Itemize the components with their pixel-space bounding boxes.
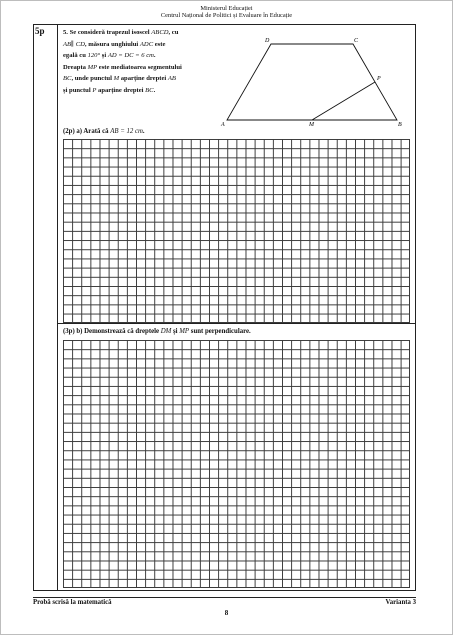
points-label: 5p [35, 26, 45, 36]
center-title: Centrul Național de Politici și Evaluare în Educație [160, 12, 293, 19]
section-divider [57, 323, 416, 324]
label-p: P [377, 76, 381, 82]
label-a: A [221, 122, 225, 128]
problem-line-4: Dreapta MP este mediatoarea segmentului [63, 63, 182, 71]
label-d: D [265, 38, 270, 44]
problem-line-3: egală cu 120° și AD = DC = 6 cm. [63, 52, 156, 60]
problem-statement [63, 27, 231, 97]
ministry-title: Ministerul Educației [200, 5, 253, 12]
page-number: 8 [224, 609, 229, 617]
part-a-label: (2p) a) Arată că AB = 12 cm. [63, 128, 145, 135]
answer-grid-a[interactable] [63, 139, 410, 323]
problem-line-1: 5. Se consideră trapezul isoscel ABCD, cu [63, 29, 179, 36]
part-b-label: (3p) b) Demonstrează că dreptele DM și MP sunt perpendiculare. [63, 328, 251, 335]
problem-line-6: și punctul P aparține dreptei BC. [63, 86, 156, 94]
trapezoid-abcd [227, 44, 397, 120]
problem-line-2: AB∥ CD, măsura unghiului ADC este [63, 40, 166, 48]
answer-grid-b[interactable] [63, 340, 410, 588]
label-m: M [309, 122, 314, 128]
footer-variant: Varianta 3 [385, 599, 416, 606]
label-b: B [398, 122, 402, 128]
segment-mp [312, 82, 375, 120]
label-c: C [354, 38, 359, 44]
problem-line-5: BC, unde punctul M aparține dreptei AB [63, 75, 176, 83]
footer-exam-title: Probă scrisă la matematică [33, 599, 112, 606]
points-column-divider [57, 24, 58, 591]
footer-rule [33, 597, 416, 598]
trapezoid-figure [215, 32, 410, 128]
